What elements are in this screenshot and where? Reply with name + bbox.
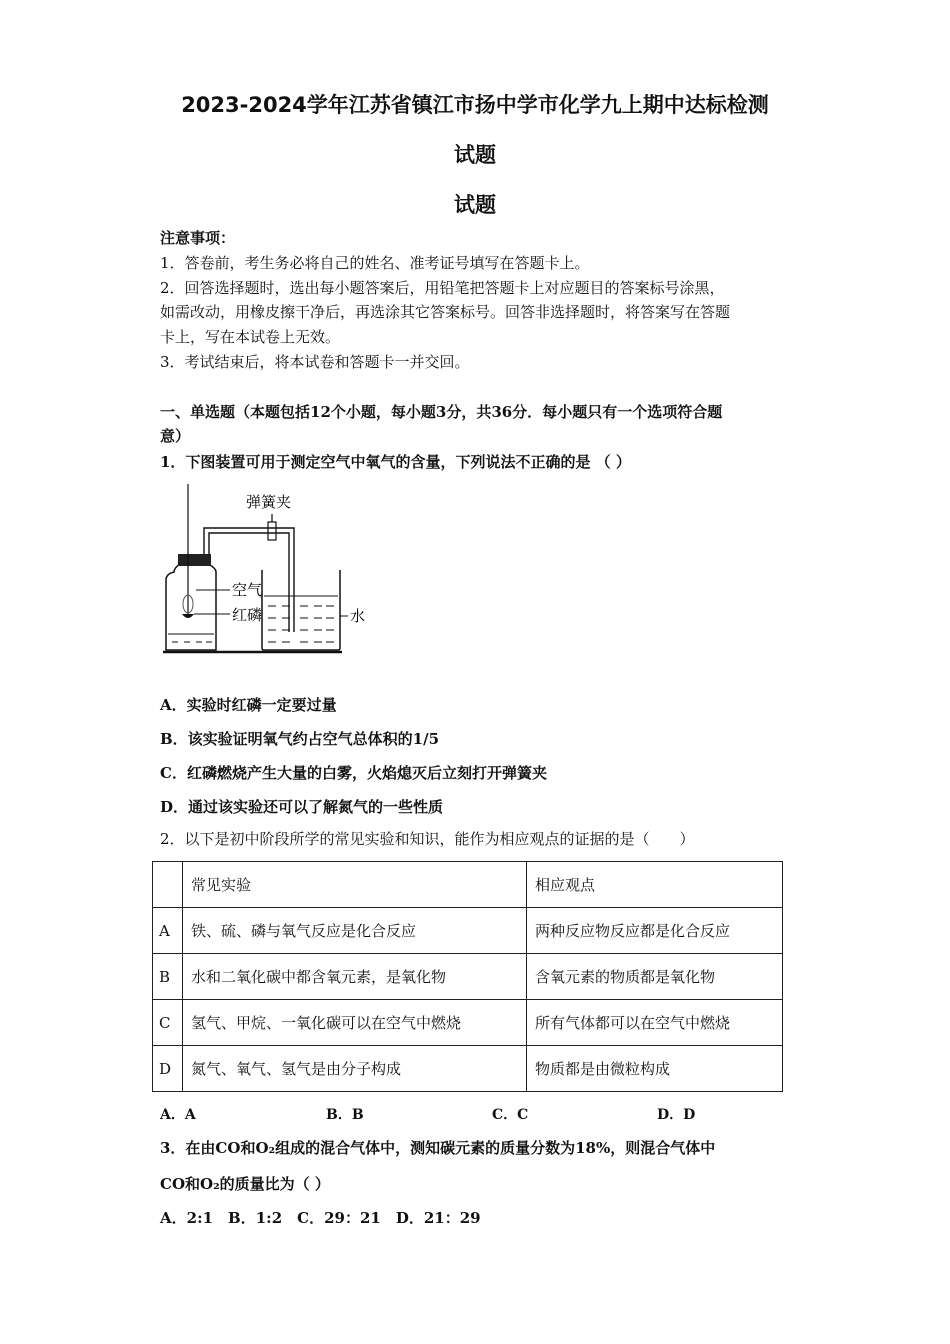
q1-apparatus-figure xyxy=(160,484,380,659)
q1-option-d: D．通过该实验还可以了解氮气的一些性质 xyxy=(160,798,444,816)
section-heading-line2: 意） xyxy=(160,427,191,445)
table-header-cell xyxy=(153,862,183,908)
q3-stem-line2: CO和O₂的质量比为（ ） xyxy=(160,1175,330,1193)
q2-table xyxy=(152,861,783,1092)
q2-option-d: D．D xyxy=(657,1107,696,1123)
notice-item: 如需改动，用橡皮擦干净后，再选涂其它答案标号。回答非选择题时，将答案写在答题 xyxy=(160,303,731,321)
q3-stem-line1: 3．在由CO和O₂组成的混合气体中，测知碳元素的质量分数为18%，则混合气体中 xyxy=(160,1139,716,1157)
stopper xyxy=(178,554,211,566)
exam-title-line1: 2023-2024学年江苏省镇江市扬中学市化学九上期中达标检测 xyxy=(181,93,769,117)
table-header-cell: 相应观点 xyxy=(527,862,783,908)
air-label: 空气 xyxy=(232,581,263,599)
gas-bottle xyxy=(166,564,216,650)
phosphorus-label: 红磷 xyxy=(232,606,263,624)
notice-item: 2．回答选择题时，选出每小题答案后，用铅笔把答题卡上对应题目的答案标号涂黑， xyxy=(160,279,725,297)
q1-stem: 1．下图装置可用于测定空气中氧气的含量，下列说法不正确的是 （ ） xyxy=(160,453,631,471)
table-header-row xyxy=(153,862,783,908)
q2-option-a: A．A xyxy=(160,1107,196,1123)
notice-item: 卡上，写在本试卷上无效。 xyxy=(160,328,341,346)
q2-option-c: C．C xyxy=(492,1107,529,1123)
notice-item: 3．考试结束后，将本试卷和答题卡一并交回。 xyxy=(160,353,470,371)
q1-option-a: A．实验时红磷一定要过量 xyxy=(160,696,337,714)
row-experiment: 铁、硫、磷与氧气反应是化合反应 xyxy=(183,908,527,954)
notice-item: 1．答卷前，考生务必将自己的姓名、准考证号填写在答题卡上。 xyxy=(160,254,590,272)
table-header-cell: 常见实验 xyxy=(183,862,527,908)
q3-options: A．2:1 B．1:2 C．29：21 D．21：29 xyxy=(160,1209,481,1227)
table-row xyxy=(153,954,783,1000)
beaker xyxy=(262,570,340,650)
exam-title-line3: 试题 xyxy=(454,193,496,217)
row-experiment: 氮气、氧气、氢气是由分子构成 xyxy=(183,1046,527,1092)
table-row xyxy=(153,1000,783,1046)
table-row xyxy=(153,908,783,954)
q1-option-b: B．该实验证明氧气约占空气总体积的1/5 xyxy=(160,730,440,748)
combustion-spoon xyxy=(182,614,194,618)
row-key: D xyxy=(153,1046,183,1092)
spring-clamp xyxy=(268,522,276,540)
notice-heading: 注意事项： xyxy=(160,229,236,247)
row-viewpoint: 两种反应物反应都是化合反应 xyxy=(527,908,783,954)
q2-stem: 2．以下是初中阶段所学的常见实验和知识，能作为相应观点的证据的是（ ） xyxy=(160,830,695,848)
section-heading-line1: 一、单选题（本题包括12个小题，每小题3分，共36分．每小题只有一个选项符合题 xyxy=(160,403,723,421)
row-key: C xyxy=(153,1000,183,1046)
row-experiment: 氢气、甲烷、一氧化碳可以在空气中燃烧 xyxy=(183,1000,527,1046)
clamp-label: 弹簧夹 xyxy=(246,493,292,511)
row-viewpoint: 含氧元素的物质都是氧化物 xyxy=(527,954,783,1000)
water-label: 水 xyxy=(350,607,366,625)
q2-option-b: B．B xyxy=(326,1107,364,1123)
beaker-water-hatch xyxy=(268,606,334,642)
row-experiment: 水和二氧化碳中都含氧元素，是氧化物 xyxy=(183,954,527,1000)
exam-title-line2: 试题 xyxy=(454,143,496,167)
table-row xyxy=(153,1046,783,1092)
row-key: B xyxy=(153,954,183,1000)
row-key: A xyxy=(153,908,183,954)
row-viewpoint: 物质都是由微粒构成 xyxy=(527,1046,783,1092)
q1-option-c: C．红磷燃烧产生大量的白雾，火焰熄灭后立刻打开弹簧夹 xyxy=(160,764,547,782)
row-viewpoint: 所有气体都可以在空气中燃烧 xyxy=(527,1000,783,1046)
